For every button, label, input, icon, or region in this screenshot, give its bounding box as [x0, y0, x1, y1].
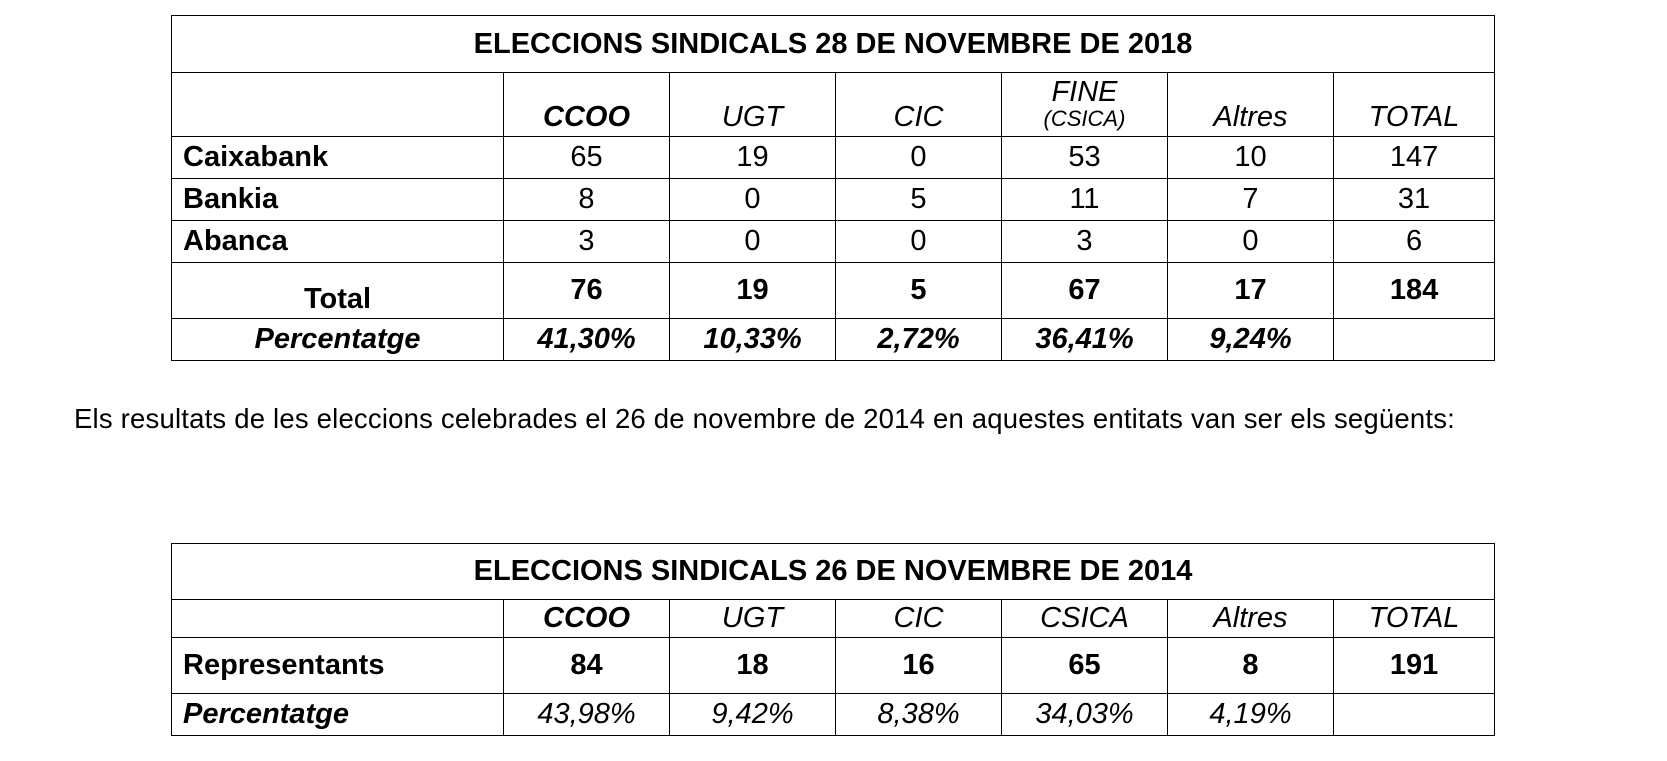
row-label-bankia: Bankia — [172, 179, 504, 221]
table-row-percentatge — [172, 694, 1495, 736]
party-header-cic: CIC — [836, 73, 1002, 137]
cell-percent: 10,33% — [670, 319, 836, 361]
table-2018-title-row — [172, 16, 1495, 73]
party-header-fine-label: FINE — [1051, 75, 1118, 108]
table-row-percentatge — [172, 319, 1495, 361]
cell-percent: 2,72% — [836, 319, 1002, 361]
table-2014-header-empty — [172, 600, 504, 638]
cell-percent: 9,24% — [1168, 319, 1334, 361]
row-label-representants: Representants — [172, 638, 504, 694]
party-header-cic: CIC — [836, 600, 1002, 638]
cell-value: 11 — [1002, 179, 1168, 221]
cell-percent: 9,42% — [670, 694, 836, 736]
party-header-total: TOTAL — [1334, 73, 1495, 137]
cell-value: 16 — [836, 638, 1002, 694]
cell-percent: 43,98% — [504, 694, 670, 736]
cell-value: 0 — [836, 137, 1002, 179]
cell-value: 8 — [504, 179, 670, 221]
party-header-ugt: UGT — [670, 600, 836, 638]
cell-percent: 34,03% — [1002, 694, 1168, 736]
cell-percent — [1334, 694, 1495, 736]
table-2014-title: ELECCIONS SINDICALS 26 DE NOVEMBRE DE 2014 — [172, 544, 1495, 600]
cell-value: 0 — [670, 179, 836, 221]
party-header-fine-sub: (CSICA) — [1043, 106, 1126, 131]
cell-value: 6 — [1334, 221, 1495, 263]
cell-percent — [1334, 319, 1495, 361]
cell-value: 3 — [504, 221, 670, 263]
cell-value: 147 — [1334, 137, 1495, 179]
cell-value: 84 — [504, 638, 670, 694]
cell-value: 19 — [670, 137, 836, 179]
table-row-abanca — [172, 221, 1495, 263]
cell-value: 3 — [1002, 221, 1168, 263]
cell-value: 31 — [1334, 179, 1495, 221]
cell-percent: 36,41% — [1002, 319, 1168, 361]
party-header-ccoo: CCOO — [504, 73, 670, 137]
cell-value: 18 — [670, 638, 836, 694]
party-header-ccoo: CCOO — [504, 600, 670, 638]
cell-value: 191 — [1334, 638, 1495, 694]
cell-value: 0 — [670, 221, 836, 263]
party-header-altres: Altres — [1168, 73, 1334, 137]
party-header-csica: CSICA — [1002, 600, 1168, 638]
cell-value: 65 — [1002, 638, 1168, 694]
cell-value: 10 — [1168, 137, 1334, 179]
cell-value: 53 — [1002, 137, 1168, 179]
cell-percent: 4,19% — [1168, 694, 1334, 736]
table-row-representants — [172, 638, 1495, 694]
cell-total: 76 — [504, 263, 670, 319]
table-2018 — [171, 15, 1495, 361]
cell-value: 5 — [836, 179, 1002, 221]
table-2018-header-empty — [172, 73, 504, 137]
table-2014-title-row — [172, 544, 1495, 600]
row-label-abanca: Abanca — [172, 221, 504, 263]
table-2014-header-row — [172, 600, 1495, 638]
row-label-total: Total — [172, 263, 504, 319]
table-row-bankia — [172, 179, 1495, 221]
cell-total: 5 — [836, 263, 1002, 319]
cell-total: 19 — [670, 263, 836, 319]
table-row-caixabank — [172, 137, 1495, 179]
cell-value: 0 — [1168, 221, 1334, 263]
cell-value: 7 — [1168, 179, 1334, 221]
row-label-percentatge: Percentatge — [172, 694, 504, 736]
party-header-fine — [1002, 73, 1168, 137]
table-row-total — [172, 263, 1495, 319]
cell-percent: 41,30% — [504, 319, 670, 361]
cell-value: 65 — [504, 137, 670, 179]
cell-value: 8 — [1168, 638, 1334, 694]
party-header-altres: Altres — [1168, 600, 1334, 638]
table-2014 — [171, 543, 1495, 736]
cell-total: 184 — [1334, 263, 1495, 319]
row-label-percentatge: Percentatge — [172, 319, 504, 361]
table-2018-header-row — [172, 73, 1495, 137]
party-header-ugt: UGT — [670, 73, 836, 137]
party-header-total: TOTAL — [1334, 600, 1495, 638]
cell-total: 17 — [1168, 263, 1334, 319]
table-2018-title: ELECCIONS SINDICALS 28 DE NOVEMBRE DE 2018 — [172, 16, 1495, 73]
cell-percent: 8,38% — [836, 694, 1002, 736]
row-label-caixabank: Caixabank — [172, 137, 504, 179]
body-paragraph: Els resultats de les eleccions celebrades el 26 de novembre de 2014 en aquestes entitats van ser els següents: — [74, 403, 1456, 434]
cell-value: 0 — [836, 221, 1002, 263]
cell-total: 67 — [1002, 263, 1168, 319]
